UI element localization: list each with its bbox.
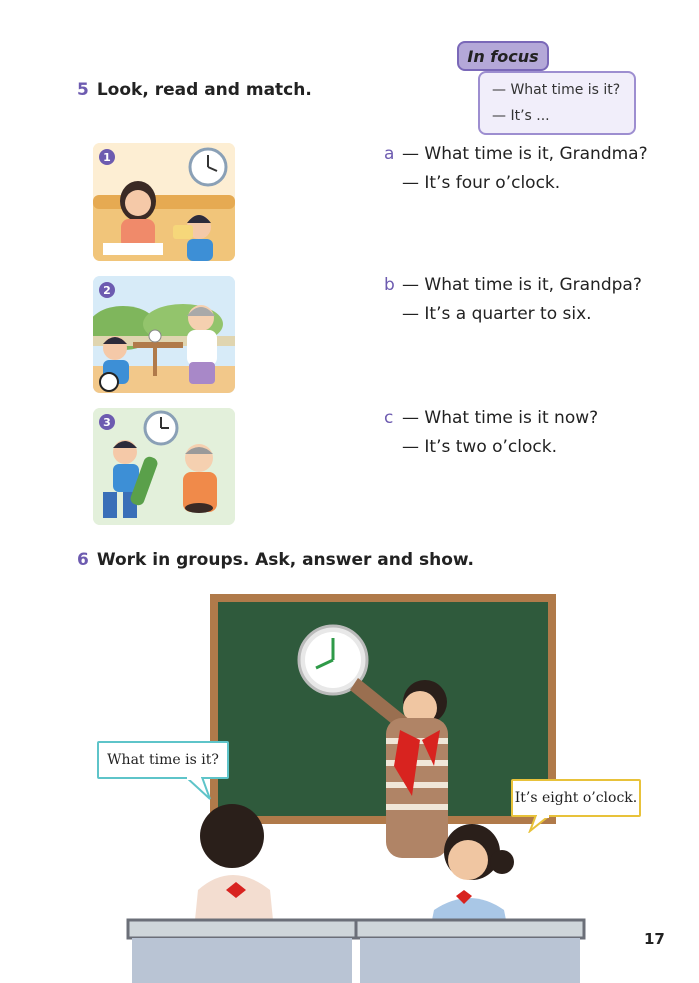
- picture-1-number: 1: [99, 149, 115, 165]
- match-a-answer: — It’s four o’clock.: [402, 173, 561, 193]
- in-focus-line-2: — It’s ...: [492, 108, 550, 124]
- answer-bubble-text: It’s eight o’clock.: [514, 790, 638, 806]
- match-a: [384, 140, 648, 198]
- match-b-answer: — It’s a quarter to six.: [402, 304, 592, 324]
- match-b-question: — What time is it, Grandpa?: [402, 275, 642, 295]
- picture-3-illustration: [93, 408, 235, 525]
- question-bubble: [97, 741, 229, 779]
- in-focus-line-1: — What time is it?: [492, 82, 621, 98]
- section-5-title: Look, read and match.: [96, 80, 312, 100]
- in-focus-label: In focus: [457, 41, 549, 71]
- match-b-letter: b: [384, 275, 395, 295]
- match-a-question: — What time is it, Grandma?: [402, 144, 648, 164]
- match-c: [384, 404, 598, 462]
- match-c-answer: — It’s two o’clock.: [402, 437, 557, 457]
- answer-bubble: [511, 779, 641, 817]
- section-6-number: 6: [77, 550, 89, 570]
- match-c-letter: c: [384, 408, 394, 428]
- answer-bubble-tail: [528, 815, 558, 833]
- section-6-title: Work in groups. Ask, answer and show.: [96, 550, 474, 570]
- section-5-number: 5: [77, 80, 89, 100]
- question-bubble-text: What time is it?: [107, 752, 219, 768]
- match-b: [384, 271, 642, 329]
- match-a-letter: a: [384, 144, 395, 164]
- picture-1: [93, 143, 235, 261]
- picture-2-illustration: [93, 276, 235, 393]
- desk-left: [128, 920, 356, 938]
- match-c-question: — What time is it now?: [402, 408, 599, 428]
- picture-3-number: 3: [99, 414, 115, 430]
- section-5-heading: [77, 80, 312, 100]
- picture-1-illustration: [93, 143, 235, 261]
- section-6-heading: [77, 550, 474, 570]
- picture-3: [93, 408, 235, 525]
- picture-2: [93, 276, 235, 393]
- in-focus-box: [478, 71, 636, 135]
- question-bubble-tail: [184, 777, 214, 801]
- desk-right: [356, 920, 584, 938]
- picture-2-number: 2: [99, 282, 115, 298]
- page-number: 17: [644, 930, 665, 948]
